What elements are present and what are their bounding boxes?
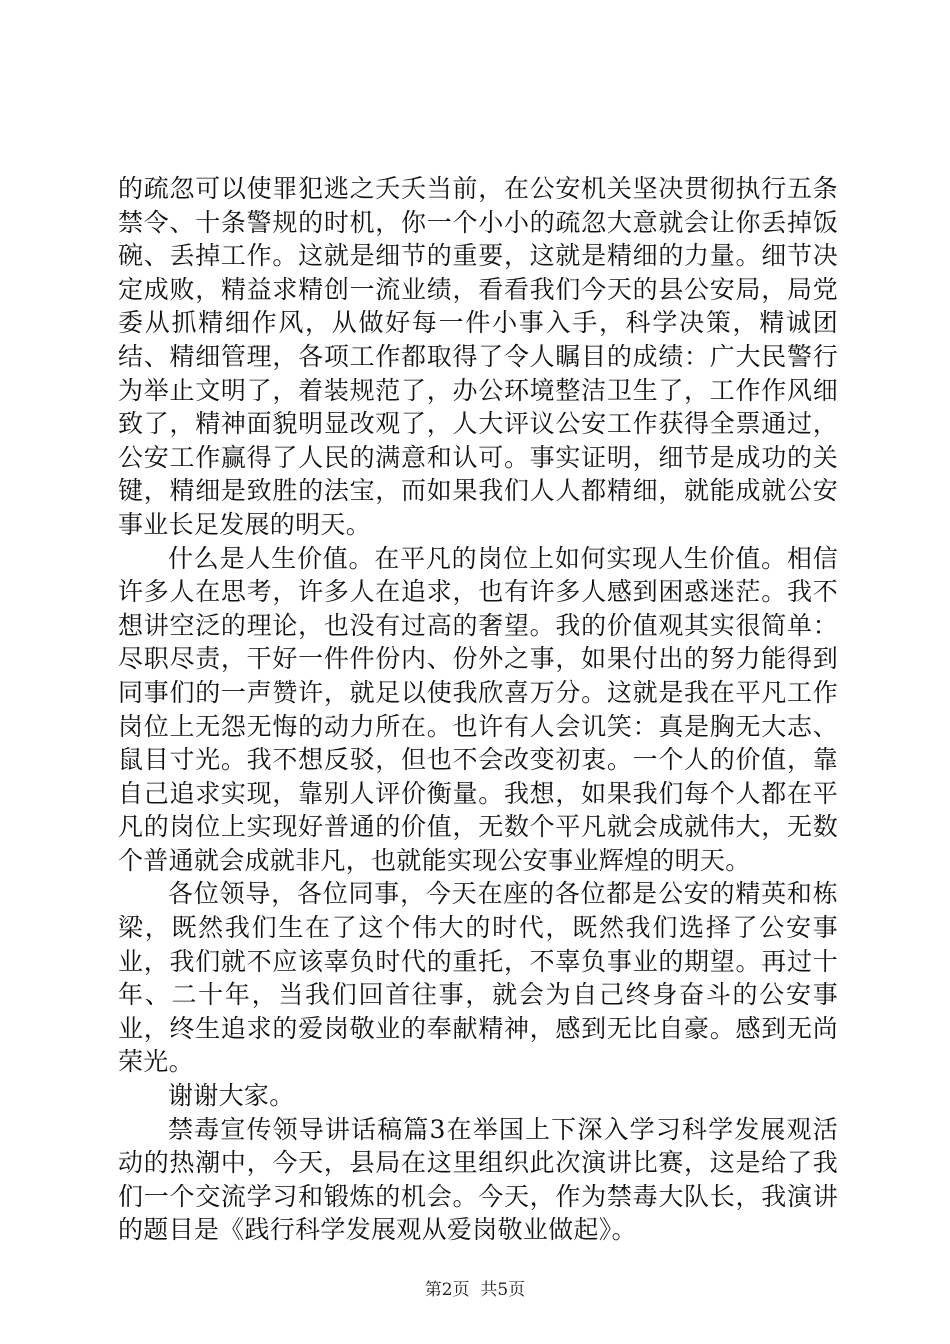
paragraph-5: 禁毒宣传领导讲话稿篇3在举国上下深入学习科学发展观活动的热潮中，今天，县局在这里组织此次演讲比赛，这是给了我们一个交流学习和锻炼的机会。今天，作为禁毒大队长，我演讲的题目是《践行科学发展观从爱岗敬业做起》。 (118, 1114, 838, 1245)
paragraph-4: 谢谢大家。 (168, 1081, 295, 1111)
page-footer (0, 1275, 950, 1300)
page-number-label: 第2页 共5页 (424, 1280, 526, 1300)
document-body (118, 172, 838, 1247)
paragraph-2: 什么是人生价值。在平凡的岗位上如何实现人生价值。相信许多人在思考，许多人在追求，也有许多人感到困惑迷茫。我不想讲空泛的理论，也没有过高的奢望。我的价值观其实很简单：尽职尽责，干好一件件份内、份外之事，如果付出的努力能得到同事们的一声赞许，就足以使我欣喜万分。这就是我在平凡工作岗位上无怨无悔的动力所在。也许有人会讥笑：真是胸无大志、鼠目寸光。我不想反驳，但也不会改变初衷。一个人的价值，靠自己追求实现，靠别人评价衡量。我想，如果我们每个人都在平凡的岗位上实现好普通的价值，无数个平凡就会成就伟大，无数个普通就会成就非凡，也就能实现公安事业辉煌的明天。 (118, 543, 838, 875)
paragraph-1: 的疏忽可以使罪犯逃之夭夭当前，在公安机关坚决贯彻执行五条禁令、十条警规的时机，你一个小小的疏忽大意就会让你丢掉饭碗、丢掉工作。这就是细节的重要，这就是精细的力量。细节决定成败，精益求精创一流业绩，看看我们今天的县公安局，局党委从抓精细作风，从做好每一件小事入手，科学决策，精诚团结、精细管理，各项工作都取得了令人瞩目的成绩：广大民警行为举止文明了，着装规范了，办公环境整洁卫生了，工作作风细致了，精神面貌明显改观了，人大评议公安工作获得全票通过，公安工作赢得了人民的满意和认可。事实证明，细节是成功的关键，精细是致胜的法宝，而如果我们人人都精细，就能成就公安事业长足发展的明天。 (118, 174, 838, 539)
paragraph-3: 各位领导，各位同事，今天在座的各位都是公安的精英和栋梁，既然我们生在了这个伟大的时代，既然我们选择了公安事业，我们就不应该辜负时代的重托，不辜负事业的期望。再过十年、二十年，当我们回首往事，就会为自己终身奋斗的公安事业，终生追求的爱岗敬业的奉献精神，感到无比自豪。感到无尚荣光。 (118, 879, 838, 1077)
